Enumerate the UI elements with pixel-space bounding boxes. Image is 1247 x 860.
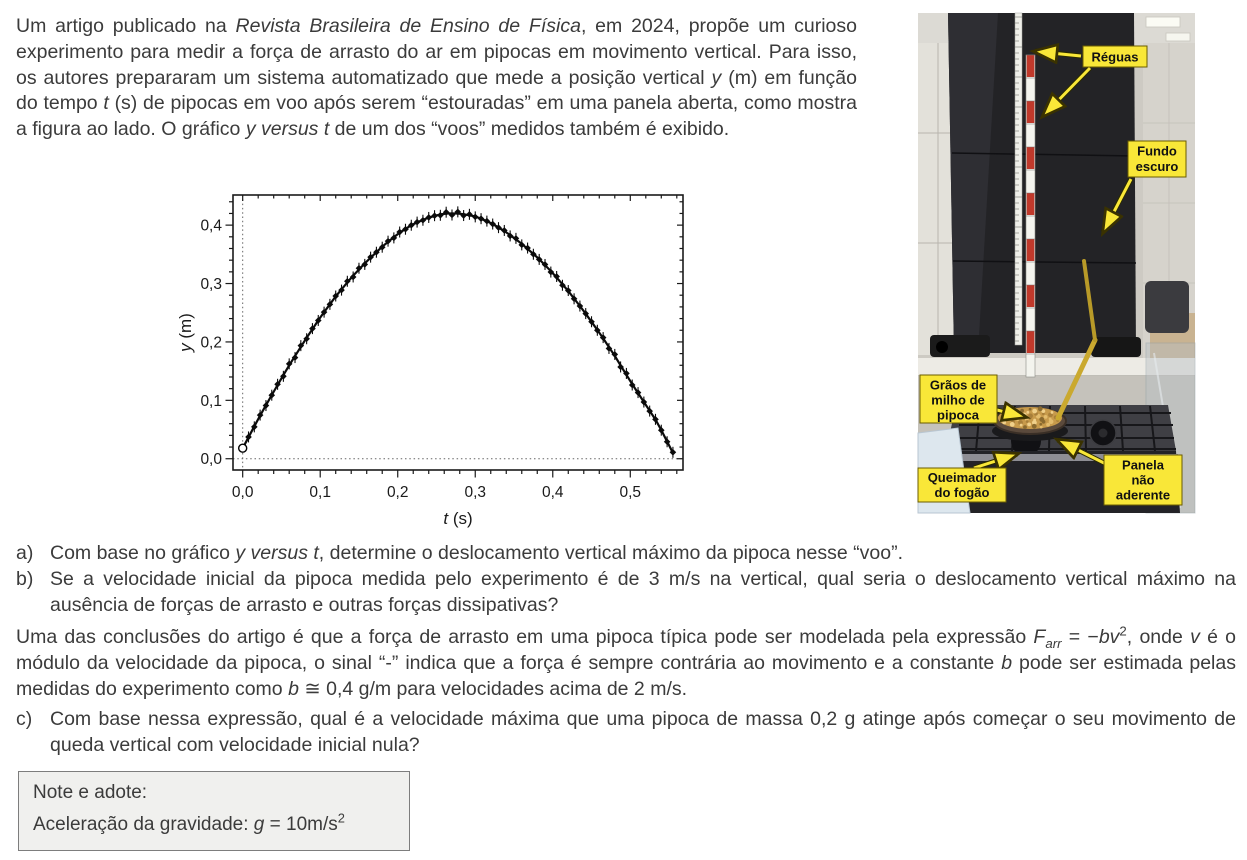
label-fundo-escuro <box>1128 141 1186 177</box>
svg-text:0,0: 0,0 <box>231 484 254 501</box>
svg-text:pipoca: pipoca <box>937 407 979 423</box>
y-versus-t-plot <box>170 182 730 528</box>
label-panela <box>1104 455 1182 505</box>
svg-text:0,2: 0,2 <box>200 334 222 352</box>
svg-text:0,1: 0,1 <box>200 392 222 410</box>
svg-text:t (s): t (s) <box>443 509 473 528</box>
question-a <box>16 540 1236 566</box>
svg-text:0,4: 0,4 <box>200 217 222 235</box>
svg-text:0,1: 0,1 <box>309 484 331 501</box>
flight-chart <box>170 182 730 528</box>
svg-text:Panela: Panela <box>1122 457 1164 473</box>
svg-text:0,3: 0,3 <box>200 276 222 294</box>
label-reguas <box>1083 46 1147 67</box>
svg-text:aderente: aderente <box>1115 487 1171 503</box>
question-c-text: Com base nessa expressão, qual é a velocidade máxima que uma pipoca de massa 0,2 g atinge após começar o seu movimento de queda vertical com velocidade inicial nula? <box>50 708 1236 756</box>
svg-text:Fundo: Fundo <box>1137 143 1177 159</box>
svg-text:0,0: 0,0 <box>200 451 222 469</box>
question-b-label: b) <box>16 568 34 590</box>
svg-text:não: não <box>1131 472 1155 488</box>
note-box-gravity: Aceleração da gravidade: $g = 10m/s^2$ <box>33 810 345 835</box>
question-b <box>16 566 1236 618</box>
svg-text:Réguas: Réguas <box>1091 49 1139 65</box>
drag-model-paragraph: Uma das conclusões do artigo é que a força de arrasto em uma pipoca típica pode ser modelada pela expressão $F_{arr} = -bv^2$, onde v é o módulo da velocidade da pipoca, o sinal “-” indica que a força é sempre contrária ao movimento e a constante b pode ser estimada pelas medidas do experimento como b ≅ 0,4 g/m para velocidades acima de 2 m/s. <box>16 623 1236 700</box>
note-box <box>18 771 410 851</box>
svg-text:Queimador: Queimador <box>927 470 997 485</box>
question-c <box>16 706 1236 758</box>
backdrop-stand-right <box>1091 337 1141 357</box>
note-box-title: Note e adote: <box>33 782 148 803</box>
svg-text:0,4: 0,4 <box>541 484 564 501</box>
question-c-label: c) <box>16 708 33 730</box>
question-b-text: Se a velocidade inicial da pipoca medida pelo experimento é de 3 m/s na vertical, qual seria o deslocamento vertical máximo na ausência de forças de arrasto e outras forças dissipativas? <box>50 568 1236 616</box>
red-white-ruler <box>1026 55 1035 377</box>
intro-paragraph: Um artigo publicado na Revista Brasileira de Ensino de Física, em 2024, propõe um curioso experimento para medir a força de arrasto do ar em pipocas em movimento vertical. Para isso, os autores prepararam um sistema automatizado que mede a posição vertical y (m) em função do tempo t (s) de pipocas em voo após serem “estouradas” em uma panela aberta, como mostra a figura ao lado. O gráfico y versus t de um dos “voos” medidos também é exibido. <box>16 15 858 141</box>
ceiling-light-2 <box>1166 33 1190 41</box>
svg-text:y (m): y (m) <box>176 313 195 352</box>
ceiling-light <box>1146 17 1180 27</box>
svg-text:do fogão: do fogão <box>934 485 990 500</box>
svg-text:milho de: milho de <box>931 392 985 408</box>
svg-text:Grãos de: Grãos de <box>929 377 987 393</box>
label-graos-de-milho <box>920 375 997 423</box>
question-a-text: Com base no gráfico y versus t, determine o deslocamento vertical máximo da pipoca nesse “voo”. <box>50 542 903 564</box>
apparatus-photo <box>918 13 1195 518</box>
white-ruler <box>1015 13 1022 345</box>
question-a-label: a) <box>16 542 34 564</box>
svg-text:0,3: 0,3 <box>464 484 487 501</box>
label-queimador <box>918 468 1006 502</box>
svg-text:escuro: escuro <box>1135 159 1179 174</box>
dark-equipment <box>1145 281 1189 333</box>
svg-text:0,5: 0,5 <box>619 484 642 501</box>
svg-text:0,2: 0,2 <box>386 484 409 501</box>
apparatus-photo-svg <box>918 13 1195 513</box>
